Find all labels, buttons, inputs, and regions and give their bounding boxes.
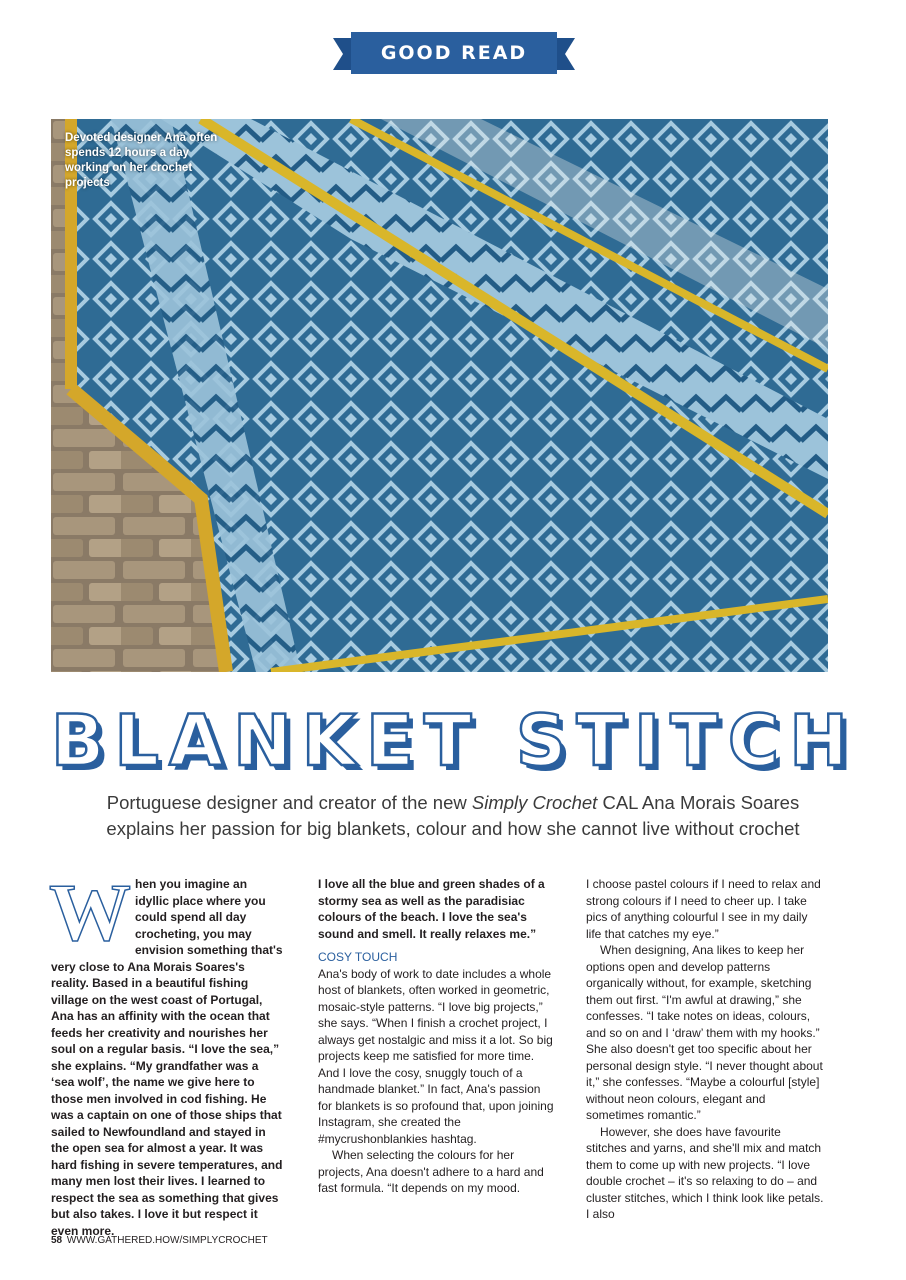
standfirst-line2: explains her passion for big blankets, colour and how she cannot live without crochet <box>106 818 800 839</box>
standfirst <box>51 790 855 842</box>
quote-continued: I love all the blue and green shades of a stormy sea as well as the paradisiac colours of the beach. I love the sea's sound and smell. It really relaxes me.” <box>318 877 545 941</box>
paragraph: However, she does have favourite stitches and yarns, and she'll mix and match them to come up with new projects. “I love double crochet – it's so relaxing to do – and cluster stitches, which I think look like petals. I also <box>586 1124 824 1221</box>
paragraph: When selecting the colours for her projects, Ana doesn't adhere to a hard and fast formula. “It depends on my mood. <box>318 1148 544 1195</box>
paragraph: Ana's body of work to date includes a whole host of blankets, often worked in geometric, mosaic-style patterns. “I love big projects,” she says. “When I finish a crochet project, I always get nostalgic and miss it a lot. So big projects keep me satisfied for more time. And I love the cosy, snuggly touch of a handmade blanket.” In fact, Ana's passion for blankets is so profound that, upon joining Instagram, she created the #mycrushonblankies hashtag. <box>318 966 554 1146</box>
page-footer <box>51 1235 268 1246</box>
blanket-illustration <box>51 119 828 672</box>
paragraph: When designing, Ana likes to keep her options open and develop patterns organically without, for example, sketching them out first. “I'm awful at drawing,” she confesses. “I take notes on ideas, colours, and so on and I ‘draw’ them with my hooks.” She also doesn't get too specific about her personal design style. “I never thought about it,” she confesses. “Maybe a colourful [style] without neon colours, elegant and sometimes romantic.” <box>586 943 823 1122</box>
section-banner <box>333 30 575 78</box>
photo-caption: Devoted designer Ana often spends 12 hours a day working on her crochet projects <box>65 132 218 189</box>
column1-text: hen you imagine an idyllic place where you could spend all day crocheting, you may envision something that's very close to Ana Morais Soares's reality. Based in a beautiful fishing village on the west coast of Portugal, Ana has an affinity with the ocean that feeds her creativity and nourishes her soul on a regular basis. “I love the sea,” she explains. “My grandfather was a ‘sea wolf’, the name we give here to those men involved in cod fishing. He was a captain on one of those ships that sailed to Newfoundland and stayed in the open sea for almost a year. It was hard fishing in severe temperatures, and many men lost their lives. I learned to respect the sea as something that gives but also takes. I love it but respect it even more. <box>51 877 283 1238</box>
subheading: COSY TOUCH <box>318 950 398 964</box>
headline: BLANKET STITCH <box>51 700 858 782</box>
column-3 <box>586 876 824 1223</box>
page-number: 58 <box>51 1235 63 1246</box>
magazine-title: Simply Crochet <box>471 792 598 813</box>
column-1 <box>49 867 283 1239</box>
drop-cap: W <box>49 867 131 958</box>
blanket-photo <box>51 119 828 672</box>
banner-label: GOOD READ <box>380 42 528 64</box>
paragraph: I choose pastel colours if I need to relax and strong colours if I need to cheer up. I take pics of anything colourful I see in my daily life that catches my eye.” <box>586 877 821 941</box>
standfirst-start: Portuguese designer and creator of the new <box>106 792 472 813</box>
column-2 <box>318 876 556 1197</box>
standfirst-line1-end: CAL Ana Morais Soares <box>597 792 800 813</box>
website-url: WWW.GATHERED.HOW/SIMPLYCROCHET <box>66 1235 268 1246</box>
